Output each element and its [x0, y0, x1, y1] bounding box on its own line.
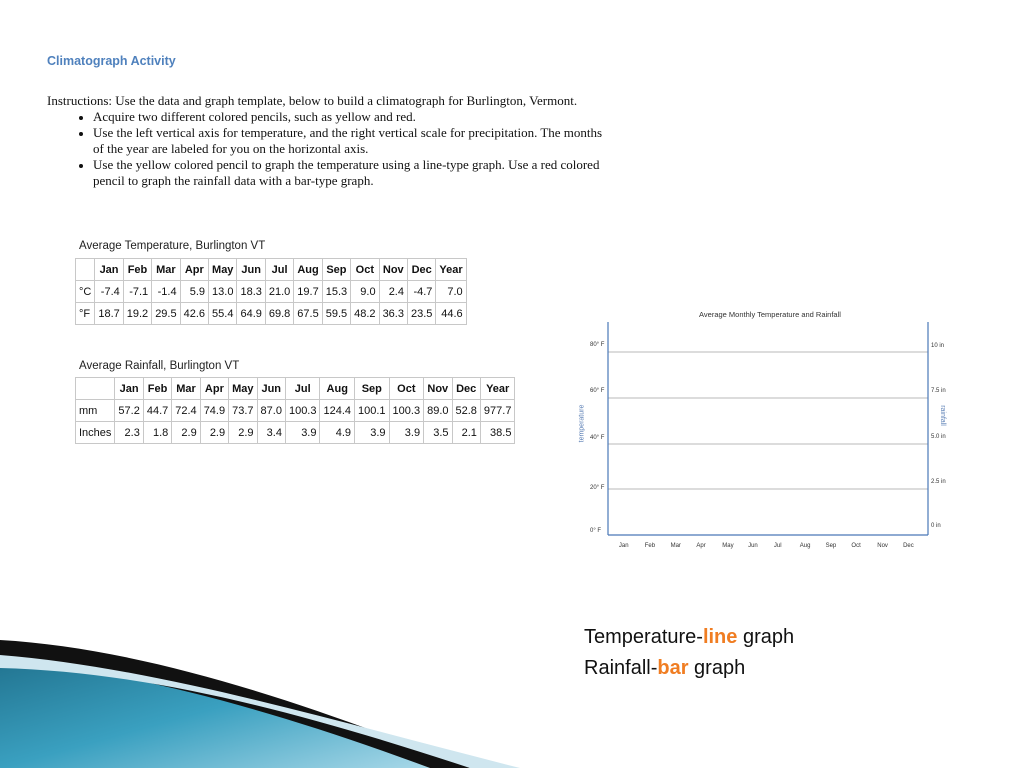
- table-cell: 69.8: [265, 303, 293, 325]
- left-tick-label: 80° F: [590, 342, 605, 348]
- instructions: [47, 93, 607, 189]
- column-header: Feb: [143, 378, 171, 400]
- table-cell: 100.3: [285, 400, 320, 422]
- right-tick-label: 10 in: [931, 343, 945, 349]
- table-cell: 38.5: [480, 422, 515, 444]
- table-cell: 2.9: [200, 422, 228, 444]
- column-header: Dec: [452, 378, 480, 400]
- column-header: Oct: [351, 259, 379, 281]
- column-header: Jun: [257, 378, 285, 400]
- column-header: Oct: [389, 378, 424, 400]
- table-cell: 3.9: [389, 422, 424, 444]
- month-label: Sep: [825, 543, 837, 549]
- column-header: [76, 259, 95, 281]
- table-cell: 21.0: [265, 281, 293, 303]
- row-header: °F: [76, 303, 95, 325]
- column-header: Mar: [172, 378, 200, 400]
- column-header: Aug: [294, 259, 322, 281]
- table-cell: 87.0: [257, 400, 285, 422]
- column-header: Jan: [95, 259, 123, 281]
- column-header: Jun: [237, 259, 265, 281]
- column-header: May: [229, 378, 257, 400]
- table-cell: 48.2: [351, 303, 379, 325]
- month-label: Jan: [618, 543, 629, 549]
- table-cell: 64.9: [237, 303, 265, 325]
- left-tick-label: 20° F: [590, 485, 605, 491]
- column-header: Nov: [379, 259, 407, 281]
- table-cell: 44.7: [143, 400, 171, 422]
- table-cell: 13.0: [209, 281, 237, 303]
- row-header: Inches: [76, 422, 115, 444]
- table-cell: -1.4: [152, 281, 180, 303]
- table-row: [76, 303, 467, 325]
- right-tick-label: 7.5 in: [931, 388, 946, 394]
- table-cell: 2.1: [452, 422, 480, 444]
- table-cell: 100.3: [389, 400, 424, 422]
- column-header: Jul: [285, 378, 320, 400]
- month-label: Aug: [799, 543, 811, 549]
- month-label: Oct: [851, 543, 861, 549]
- table-cell: 29.5: [152, 303, 180, 325]
- table-cell: 52.8: [452, 400, 480, 422]
- table-cell: 3.4: [257, 422, 285, 444]
- table-cell: 23.5: [407, 303, 435, 325]
- table-cell: 19.2: [123, 303, 151, 325]
- page-title: Climatograph Activity: [47, 54, 176, 68]
- month-label: Mar: [670, 543, 681, 549]
- column-header: [76, 378, 115, 400]
- table-cell: 44.6: [436, 303, 466, 325]
- rainfall-table-caption: Average Rainfall, Burlington VT: [79, 360, 240, 372]
- table-row: [76, 400, 515, 422]
- instruction-item: • Acquire two different colored pencils, such as yellow and red.: [93, 109, 607, 125]
- column-header: Feb: [123, 259, 151, 281]
- table-cell: 3.5: [424, 422, 452, 444]
- temperature-table: [75, 258, 467, 325]
- table-cell: 59.5: [322, 303, 350, 325]
- table-cell: 100.1: [355, 400, 390, 422]
- table-cell: 2.9: [172, 422, 200, 444]
- table-cell: 2.4: [379, 281, 407, 303]
- temperature-caption-suffix: graph: [737, 626, 795, 648]
- month-label: Feb: [644, 543, 656, 549]
- instructions-list: [47, 109, 607, 189]
- table-cell: 57.2: [115, 400, 143, 422]
- table-header-row: [76, 259, 467, 281]
- right-axis-title: rainfall: [938, 405, 946, 426]
- table-cell: 67.5: [294, 303, 322, 325]
- table-cell: 1.8: [143, 422, 171, 444]
- right-tick-label: 2.5 in: [931, 479, 946, 485]
- table-cell: 977.7: [480, 400, 515, 422]
- table-cell: -7.1: [123, 281, 151, 303]
- row-header: mm: [76, 400, 115, 422]
- row-header: °C: [76, 281, 95, 303]
- left-tick-label: 60° F: [590, 388, 605, 394]
- table-cell: -4.7: [407, 281, 435, 303]
- table-cell: 72.4: [172, 400, 200, 422]
- column-header: Mar: [152, 259, 180, 281]
- column-header: Apr: [200, 378, 228, 400]
- table-cell: 124.4: [320, 400, 355, 422]
- table-cell: 74.9: [200, 400, 228, 422]
- table-cell: 4.9: [320, 422, 355, 444]
- month-label: Jun: [748, 543, 758, 549]
- right-tick-label: 5.0 in: [931, 434, 946, 440]
- table-cell: 73.7: [229, 400, 257, 422]
- table-cell: 5.9: [180, 281, 208, 303]
- right-tick-label: 0 in: [931, 523, 941, 529]
- column-header: Jul: [265, 259, 293, 281]
- table-cell: 7.0: [436, 281, 466, 303]
- column-header: Nov: [424, 378, 452, 400]
- temperature-table-caption: Average Temperature, Burlington VT: [79, 240, 266, 252]
- graph-type-caption: [584, 622, 794, 684]
- left-axis-title: temperature: [578, 404, 586, 443]
- table-cell: 15.3: [322, 281, 350, 303]
- month-label: Jul: [773, 543, 782, 549]
- temperature-caption: [584, 622, 794, 653]
- column-header: Aug: [320, 378, 355, 400]
- table-cell: 2.3: [115, 422, 143, 444]
- table-row: [76, 281, 467, 303]
- temperature-caption-prefix: Temperature-: [584, 626, 703, 648]
- table-cell: 3.9: [355, 422, 390, 444]
- instruction-item: • Use the yellow colored pencil to graph the temperature using a line-type graph. Use a red colored pencil to graph the rainfall data with a bar-type graph.: [93, 157, 607, 189]
- rainfall-table: [75, 377, 515, 444]
- month-label: May: [722, 543, 734, 549]
- table-cell: 18.7: [95, 303, 123, 325]
- left-tick-label: 0° F: [590, 528, 602, 534]
- instruction-item: • Use the left vertical axis for temperature, and the right vertical scale for precipitation. The months of the year are labeled for you on the horizontal axis.: [93, 125, 607, 157]
- instructions-intro: Instructions: Use the data and graph template, below to build a climatograph for Burlington, Vermont.: [47, 93, 578, 108]
- table-cell: 36.3: [379, 303, 407, 325]
- column-header: Sep: [322, 259, 350, 281]
- month-label: Apr: [696, 543, 706, 549]
- rainfall-caption: [584, 653, 794, 684]
- column-header: Year: [480, 378, 515, 400]
- table-cell: 55.4: [209, 303, 237, 325]
- table-cell: 19.7: [294, 281, 322, 303]
- left-tick-label: 40° F: [590, 435, 605, 441]
- table-cell: 89.0: [424, 400, 452, 422]
- table-cell: 18.3: [237, 281, 265, 303]
- table-cell: 2.9: [229, 422, 257, 444]
- line-highlight: line: [702, 626, 738, 648]
- column-header: Dec: [407, 259, 435, 281]
- table-row: [76, 422, 515, 444]
- table-cell: 9.0: [351, 281, 379, 303]
- column-header: Apr: [180, 259, 208, 281]
- column-header: May: [209, 259, 237, 281]
- month-label: Dec: [903, 543, 914, 549]
- bar-highlight: bar: [657, 657, 689, 679]
- table-cell: 3.9: [285, 422, 320, 444]
- rainfall-caption-prefix: Rainfall-: [584, 657, 658, 679]
- table-cell: 42.6: [180, 303, 208, 325]
- table-cell: -7.4: [95, 281, 123, 303]
- column-header: Year: [436, 259, 466, 281]
- table-header-row: [76, 378, 515, 400]
- month-label: Nov: [877, 543, 888, 549]
- column-header: Jan: [115, 378, 143, 400]
- rainfall-caption-suffix: graph: [688, 657, 746, 679]
- column-header: Sep: [355, 378, 390, 400]
- graph-template-title: Average Monthly Temperature and Rainfall: [699, 310, 841, 319]
